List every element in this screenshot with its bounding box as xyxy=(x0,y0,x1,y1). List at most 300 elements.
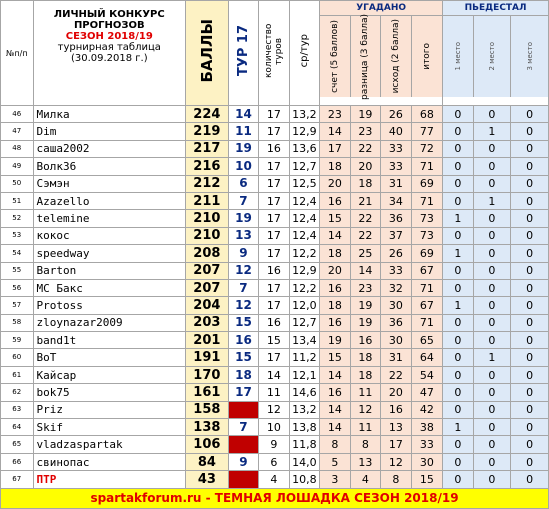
table-row xyxy=(1,436,549,453)
third-place-cell: 0 xyxy=(511,279,549,296)
row-number: 52 xyxy=(1,210,34,227)
row-number: 59 xyxy=(1,332,34,349)
score-guessed-cell: 16 xyxy=(320,192,350,209)
second-place-cell: 1 xyxy=(473,123,511,140)
score-guessed-cell: 18 xyxy=(320,158,350,175)
row-number: 62 xyxy=(1,384,34,401)
participant-name: bok75 xyxy=(33,384,185,401)
avg-per-tour-cell: 12,2 xyxy=(289,245,319,262)
third-place-cell: 0 xyxy=(511,453,549,470)
avg-per-tour-cell: 13,6 xyxy=(289,140,319,157)
tour-points-cell: 7 xyxy=(228,192,258,209)
total-guessed-cell: 54 xyxy=(411,366,443,383)
season-label: СЕЗОН 2018/19 xyxy=(65,31,153,42)
first-place-cell: 0 xyxy=(443,158,473,175)
diff-guessed-cell: 4 xyxy=(350,471,380,488)
table-row xyxy=(1,245,549,262)
score-guessed-cell: 3 xyxy=(320,471,350,488)
header-row xyxy=(1,1,549,106)
tour-points-cell: 9 xyxy=(228,453,258,470)
first-place-cell: 0 xyxy=(443,401,473,418)
tour-count-cell: 6 xyxy=(259,453,289,470)
third-place-cell: 0 xyxy=(511,314,549,331)
row-number: 56 xyxy=(1,279,34,296)
total-guessed-cell: 72 xyxy=(411,140,443,157)
first-place-cell: 0 xyxy=(443,227,473,244)
table-date: (30.09.2018 г.) xyxy=(70,53,148,64)
tour-points-cell: 9 xyxy=(228,245,258,262)
participant-name: BoT xyxy=(33,349,185,366)
tour-points-cell xyxy=(228,471,258,488)
points-cell: 224 xyxy=(186,106,229,123)
points-cell: 210 xyxy=(186,210,229,227)
total-guessed-cell: 73 xyxy=(411,210,443,227)
diff-guessed-cell: 11 xyxy=(350,419,380,436)
diff-guessed-cell: 20 xyxy=(350,158,380,175)
avg-per-tour-cell: 14,6 xyxy=(289,384,319,401)
participant-name: zloynazar2009 xyxy=(33,314,185,331)
table-row xyxy=(1,471,549,488)
avg-per-tour-cell: 12,2 xyxy=(289,279,319,296)
participant-name: Protoss xyxy=(33,297,185,314)
points-cell: 138 xyxy=(186,419,229,436)
participant-name: Кайсар xyxy=(33,366,185,383)
avg-per-tour-cell: 13,2 xyxy=(289,106,319,123)
tour-count-cell: 16 xyxy=(259,140,289,157)
outcome-guessed-cell: 30 xyxy=(381,332,411,349)
tour-points-cell: 11 xyxy=(228,123,258,140)
participant-name: Сэмэн xyxy=(33,175,185,192)
points-cell: 201 xyxy=(186,332,229,349)
outcome-guessed-cell: 31 xyxy=(381,349,411,366)
score-guessed-cell: 15 xyxy=(320,210,350,227)
diff-guessed-cell: 8 xyxy=(350,436,380,453)
first-place-cell: 0 xyxy=(443,262,473,279)
col-header-first: 1 место xyxy=(443,16,474,97)
participant-name: Dim xyxy=(33,123,185,140)
third-place-cell: 0 xyxy=(511,175,549,192)
avg-per-tour-cell: 12,9 xyxy=(289,262,319,279)
first-place-cell: 0 xyxy=(443,471,473,488)
total-guessed-cell: 33 xyxy=(411,436,443,453)
tour-points-cell: 7 xyxy=(228,419,258,436)
diff-guessed-cell: 23 xyxy=(350,123,380,140)
first-place-cell: 0 xyxy=(443,332,473,349)
first-place-cell: 0 xyxy=(443,175,473,192)
row-number: 54 xyxy=(1,245,34,262)
tour-count-cell: 17 xyxy=(259,279,289,296)
row-number: 65 xyxy=(1,436,34,453)
second-place-cell: 0 xyxy=(473,262,511,279)
col-header-second: 2 место xyxy=(474,16,512,97)
total-guessed-cell: 68 xyxy=(411,106,443,123)
col-header-outcome: исход (2 балла) xyxy=(381,16,412,97)
table-row xyxy=(1,401,549,418)
score-guessed-cell: 16 xyxy=(320,384,350,401)
diff-guessed-cell: 22 xyxy=(350,140,380,157)
table-subtitle: турнирная таблица xyxy=(57,42,161,53)
first-place-cell: 0 xyxy=(443,436,473,453)
tour-count-cell: 17 xyxy=(259,297,289,314)
row-number: 67 xyxy=(1,471,34,488)
row-number: 63 xyxy=(1,401,34,418)
tour-points-cell: 13 xyxy=(228,227,258,244)
second-place-cell: 1 xyxy=(473,349,511,366)
score-guessed-cell: 14 xyxy=(320,419,350,436)
first-place-cell: 0 xyxy=(443,366,473,383)
total-guessed-cell: 77 xyxy=(411,123,443,140)
first-place-cell: 0 xyxy=(443,192,473,209)
col-header-avg: ср/тур xyxy=(289,1,319,106)
tour-count-cell: 9 xyxy=(259,436,289,453)
row-number: 61 xyxy=(1,366,34,383)
tour-points-cell: 6 xyxy=(228,175,258,192)
guessed-group xyxy=(320,1,443,106)
outcome-guessed-cell: 16 xyxy=(381,401,411,418)
points-cell: 210 xyxy=(186,227,229,244)
outcome-guessed-cell: 33 xyxy=(381,158,411,175)
row-number: 48 xyxy=(1,140,34,157)
tour-count-cell: 12 xyxy=(259,401,289,418)
score-guessed-cell: 14 xyxy=(320,401,350,418)
avg-per-tour-cell: 12,1 xyxy=(289,366,319,383)
second-place-cell: 0 xyxy=(473,210,511,227)
podium-group xyxy=(443,1,549,106)
table-row xyxy=(1,279,549,296)
row-number: 64 xyxy=(1,419,34,436)
second-place-cell: 0 xyxy=(473,436,511,453)
score-guessed-cell: 16 xyxy=(320,279,350,296)
score-guessed-cell: 20 xyxy=(320,262,350,279)
table-row xyxy=(1,262,549,279)
second-place-cell: 0 xyxy=(473,453,511,470)
points-cell: 217 xyxy=(186,140,229,157)
points-cell: 84 xyxy=(186,453,229,470)
col-header-number: №п/п xyxy=(1,1,34,106)
avg-per-tour-cell: 10,8 xyxy=(289,471,319,488)
points-cell: 191 xyxy=(186,349,229,366)
score-guessed-cell: 17 xyxy=(320,140,350,157)
table-row xyxy=(1,140,549,157)
tour-count-cell: 10 xyxy=(259,419,289,436)
col-header-tour: ТУР 17 xyxy=(228,1,258,106)
tour-points-cell: 12 xyxy=(228,262,258,279)
score-guessed-cell: 14 xyxy=(320,227,350,244)
tour-points-cell: 15 xyxy=(228,314,258,331)
third-place-cell: 0 xyxy=(511,384,549,401)
second-place-cell: 0 xyxy=(473,366,511,383)
diff-guessed-cell: 18 xyxy=(350,349,380,366)
tour-count-cell: 17 xyxy=(259,192,289,209)
tour-count-cell: 17 xyxy=(259,123,289,140)
score-guessed-cell: 23 xyxy=(320,106,350,123)
guessed-group-title: УГАДАНО xyxy=(320,1,442,16)
tour-points-cell: 14 xyxy=(228,106,258,123)
points-cell: 219 xyxy=(186,123,229,140)
tour-points-cell: 17 xyxy=(228,384,258,401)
avg-per-tour-cell: 11,8 xyxy=(289,436,319,453)
first-place-cell: 1 xyxy=(443,419,473,436)
diff-guessed-cell: 21 xyxy=(350,192,380,209)
tour-count-cell: 17 xyxy=(259,158,289,175)
participant-name: Волк36 xyxy=(33,158,185,175)
row-number: 60 xyxy=(1,349,34,366)
diff-guessed-cell: 14 xyxy=(350,262,380,279)
avg-per-tour-cell: 12,4 xyxy=(289,227,319,244)
col-header-third: 3 место xyxy=(525,42,534,71)
second-place-cell: 0 xyxy=(473,471,511,488)
participant-name: свинопас xyxy=(33,453,185,470)
tour-count-cell: 17 xyxy=(259,245,289,262)
diff-guessed-cell: 22 xyxy=(350,210,380,227)
avg-per-tour-cell: 12,5 xyxy=(289,175,319,192)
row-number: 47 xyxy=(1,123,34,140)
tour-points-cell: 16 xyxy=(228,332,258,349)
score-guessed-cell: 14 xyxy=(320,123,350,140)
title-line-2: ПРОГНОЗОВ xyxy=(73,20,145,31)
participant-name: Priz xyxy=(33,401,185,418)
third-place-cell: 0 xyxy=(511,106,549,123)
total-guessed-cell: 38 xyxy=(411,419,443,436)
table-row xyxy=(1,366,549,383)
points-cell: 204 xyxy=(186,297,229,314)
tour-points-cell: 10 xyxy=(228,158,258,175)
row-number: 50 xyxy=(1,175,34,192)
row-number: 55 xyxy=(1,262,34,279)
score-guessed-cell: 5 xyxy=(320,453,350,470)
points-cell: 207 xyxy=(186,262,229,279)
table-row xyxy=(1,227,549,244)
points-cell: 207 xyxy=(186,279,229,296)
score-guessed-cell: 19 xyxy=(320,332,350,349)
third-place-cell: 0 xyxy=(511,158,549,175)
first-place-cell: 0 xyxy=(443,453,473,470)
table-row xyxy=(1,453,549,470)
outcome-guessed-cell: 36 xyxy=(381,210,411,227)
tour-points-cell: 12 xyxy=(228,297,258,314)
total-guessed-cell: 71 xyxy=(411,279,443,296)
row-number: 66 xyxy=(1,453,34,470)
outcome-guessed-cell: 37 xyxy=(381,227,411,244)
participant-name: ПТР xyxy=(33,471,185,488)
avg-per-tour-cell: 11,2 xyxy=(289,349,319,366)
total-guessed-cell: 69 xyxy=(411,175,443,192)
avg-per-tour-cell: 12,4 xyxy=(289,210,319,227)
outcome-guessed-cell: 33 xyxy=(381,140,411,157)
outcome-guessed-cell: 33 xyxy=(381,262,411,279)
diff-guessed-cell: 25 xyxy=(350,245,380,262)
tour-points-cell: 7 xyxy=(228,279,258,296)
third-place-cell: 0 xyxy=(511,366,549,383)
diff-guessed-cell: 18 xyxy=(350,175,380,192)
tour-count-cell: 17 xyxy=(259,175,289,192)
footer-text: spartakforum.ru - ТЕМНАЯ ЛОШАДКА СЕЗОН 2018/19 xyxy=(1,488,549,508)
tour-count-cell: 16 xyxy=(259,314,289,331)
third-place-cell: 0 xyxy=(511,332,549,349)
third-place-cell: 0 xyxy=(511,245,549,262)
outcome-guessed-cell: 26 xyxy=(381,245,411,262)
tour-count-cell: 4 xyxy=(259,471,289,488)
table-row xyxy=(1,384,549,401)
second-place-cell: 0 xyxy=(473,279,511,296)
participant-name: vladzaspartak xyxy=(33,436,185,453)
third-place-cell: 0 xyxy=(511,210,549,227)
participant-name: speedway xyxy=(33,245,185,262)
score-guessed-cell: 16 xyxy=(320,314,350,331)
diff-guessed-cell: 16 xyxy=(350,332,380,349)
row-number: 51 xyxy=(1,192,34,209)
tour-points-cell: 15 xyxy=(228,349,258,366)
table-row xyxy=(1,297,549,314)
third-place-cell: 0 xyxy=(511,123,549,140)
points-cell: 211 xyxy=(186,192,229,209)
podium-group-title: ПЬЕДЕСТАЛ xyxy=(443,1,548,16)
tour-count-cell: 15 xyxy=(259,332,289,349)
total-guessed-cell: 69 xyxy=(411,245,443,262)
first-place-cell: 0 xyxy=(443,349,473,366)
total-guessed-cell: 67 xyxy=(411,297,443,314)
table-row xyxy=(1,210,549,227)
tour-points-cell: 19 xyxy=(228,140,258,157)
total-guessed-cell: 64 xyxy=(411,349,443,366)
outcome-guessed-cell: 26 xyxy=(381,106,411,123)
table-row xyxy=(1,419,549,436)
points-cell: 170 xyxy=(186,366,229,383)
table-row xyxy=(1,192,549,209)
tour-count-cell: 17 xyxy=(259,227,289,244)
third-place-cell: 0 xyxy=(511,227,549,244)
points-cell: 161 xyxy=(186,384,229,401)
avg-per-tour-cell: 12,9 xyxy=(289,123,319,140)
col-header-points: БАЛЛЫ xyxy=(186,1,229,106)
col-header-score: счет (5 баллов) xyxy=(320,16,351,97)
second-place-cell: 0 xyxy=(473,245,511,262)
score-guessed-cell: 8 xyxy=(320,436,350,453)
col-header-diff: разница (3 балла) xyxy=(351,16,382,97)
tour-count-cell: 17 xyxy=(259,210,289,227)
total-guessed-cell: 67 xyxy=(411,262,443,279)
participant-name: Skif xyxy=(33,419,185,436)
outcome-guessed-cell: 17 xyxy=(381,436,411,453)
avg-per-tour-cell: 12,7 xyxy=(289,158,319,175)
title-line-1: ЛИЧНЫЙ КОНКУРС xyxy=(53,9,165,20)
third-place-cell: 0 xyxy=(511,436,549,453)
outcome-guessed-cell: 20 xyxy=(381,384,411,401)
first-place-cell: 0 xyxy=(443,279,473,296)
total-guessed-cell: 47 xyxy=(411,384,443,401)
diff-guessed-cell: 19 xyxy=(350,106,380,123)
avg-per-tour-cell: 13,4 xyxy=(289,332,319,349)
second-place-cell: 0 xyxy=(473,106,511,123)
outcome-guessed-cell: 13 xyxy=(381,419,411,436)
total-guessed-cell: 73 xyxy=(411,227,443,244)
diff-guessed-cell: 19 xyxy=(350,314,380,331)
second-place-cell: 0 xyxy=(473,227,511,244)
outcome-guessed-cell: 36 xyxy=(381,314,411,331)
tour-points-cell: 19 xyxy=(228,210,258,227)
first-place-cell: 0 xyxy=(443,123,473,140)
tour-points-cell xyxy=(228,401,258,418)
third-place-cell: 0 xyxy=(511,297,549,314)
second-place-cell: 0 xyxy=(473,175,511,192)
diff-guessed-cell: 11 xyxy=(350,384,380,401)
diff-guessed-cell: 19 xyxy=(350,297,380,314)
second-place-cell: 0 xyxy=(473,332,511,349)
row-number: 57 xyxy=(1,297,34,314)
third-place-cell: 0 xyxy=(511,192,549,209)
row-number: 58 xyxy=(1,314,34,331)
first-place-cell: 1 xyxy=(443,297,473,314)
diff-guessed-cell: 22 xyxy=(350,227,380,244)
total-guessed-cell: 71 xyxy=(411,314,443,331)
second-place-cell: 0 xyxy=(473,158,511,175)
table-row xyxy=(1,332,549,349)
table-row xyxy=(1,158,549,175)
third-place-cell: 0 xyxy=(511,419,549,436)
points-cell: 43 xyxy=(186,471,229,488)
diff-guessed-cell: 13 xyxy=(350,453,380,470)
participant-name: саша2002 xyxy=(33,140,185,157)
outcome-guessed-cell: 32 xyxy=(381,279,411,296)
tour-points-cell: 18 xyxy=(228,366,258,383)
second-place-cell: 0 xyxy=(473,419,511,436)
total-guessed-cell: 71 xyxy=(411,158,443,175)
score-guessed-cell: 15 xyxy=(320,349,350,366)
total-guessed-cell: 30 xyxy=(411,453,443,470)
first-place-cell: 1 xyxy=(443,245,473,262)
avg-per-tour-cell: 13,8 xyxy=(289,419,319,436)
third-place-cell: 0 xyxy=(511,140,549,157)
table-row xyxy=(1,175,549,192)
table-row xyxy=(1,106,549,123)
tour-count-cell: 14 xyxy=(259,366,289,383)
outcome-guessed-cell: 8 xyxy=(381,471,411,488)
participant-name: Милка xyxy=(33,106,185,123)
table-row xyxy=(1,349,549,366)
second-place-cell: 1 xyxy=(473,192,511,209)
diff-guessed-cell: 12 xyxy=(350,401,380,418)
diff-guessed-cell: 18 xyxy=(350,366,380,383)
participant-name: МС Бакс xyxy=(33,279,185,296)
total-guessed-cell: 65 xyxy=(411,332,443,349)
tour-points-cell xyxy=(228,436,258,453)
participant-name: Azazello xyxy=(33,192,185,209)
total-guessed-cell: 71 xyxy=(411,192,443,209)
first-place-cell: 1 xyxy=(443,210,473,227)
table-row xyxy=(1,123,549,140)
outcome-guessed-cell: 34 xyxy=(381,192,411,209)
tour-count-cell: 16 xyxy=(259,262,289,279)
participant-name: Barton xyxy=(33,262,185,279)
first-place-cell: 0 xyxy=(443,314,473,331)
third-place-cell: 0 xyxy=(511,401,549,418)
second-place-cell: 0 xyxy=(473,140,511,157)
row-number: 49 xyxy=(1,158,34,175)
third-place-cell: 0 xyxy=(511,471,549,488)
first-place-cell: 0 xyxy=(443,384,473,401)
points-cell: 212 xyxy=(186,175,229,192)
second-place-cell: 0 xyxy=(473,384,511,401)
third-place-cell: 0 xyxy=(511,349,549,366)
score-guessed-cell: 14 xyxy=(320,366,350,383)
table-row xyxy=(1,314,549,331)
avg-per-tour-cell: 12,7 xyxy=(289,314,319,331)
outcome-guessed-cell: 40 xyxy=(381,123,411,140)
points-cell: 106 xyxy=(186,436,229,453)
row-number: 46 xyxy=(1,106,34,123)
row-number: 53 xyxy=(1,227,34,244)
score-guessed-cell: 20 xyxy=(320,175,350,192)
